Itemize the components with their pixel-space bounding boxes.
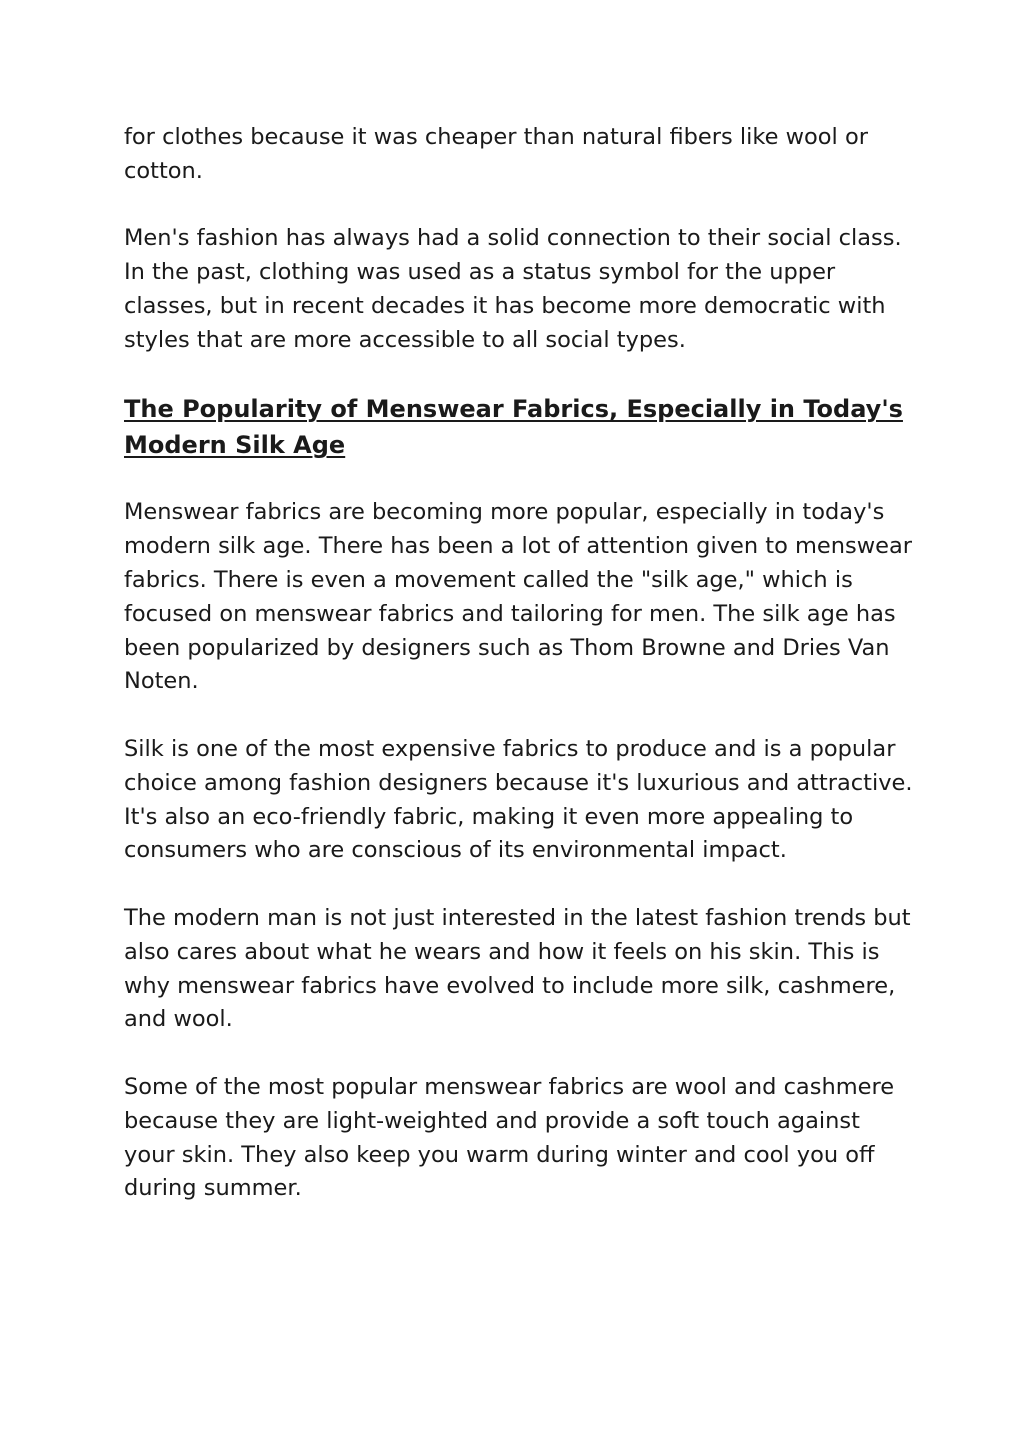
document-page xyxy=(124,121,914,1240)
paragraph-modern-man: The modern man is not just interested in the latest fashion trends but also cares about what he wears and how it feels on his skin. This is why menswear fabrics have evolved to include more silk, cashmere, and wool. xyxy=(124,904,911,1033)
paragraph-fibers-continuation: for clothes because it was cheaper than natural fibers like wool or cotton. xyxy=(124,124,868,184)
section-heading: The Popularity of Menswear Fabrics, Especially in Today's Modern Silk Age xyxy=(124,395,903,460)
paragraph-social-class: Men's fashion has always had a solid connection to their social class. In the past, clothing was used as a status symbol for the upper classes, but in recent decades it has become more democratic with styles that are more accessible to all social types. xyxy=(124,225,902,353)
paragraph-silk-age: Menswear fabrics are becoming more popular, especially in today's modern silk age. There has been a lot of attention given to menswear fabrics. There is even a movement called the "silk age," which is focused on menswear fabrics and tailoring for men. The silk age has been popularized by designers such as Thom Browne and Dries Van Noten. xyxy=(124,499,913,695)
paragraph-wool-cashmere: Some of the most popular menswear fabrics are wool and cashmere because they are light-weighted and provide a soft touch against your skin. They also keep you warm during winter and cool you off during summer. xyxy=(124,1073,895,1202)
paragraph-silk-expensive: Silk is one of the most expensive fabrics to produce and is a popular choice among fashion designers because it's luxurious and attractive. It's also an eco-friendly fabric, making it even more appealing to consumers who are conscious of its environmental impact. xyxy=(124,735,913,864)
